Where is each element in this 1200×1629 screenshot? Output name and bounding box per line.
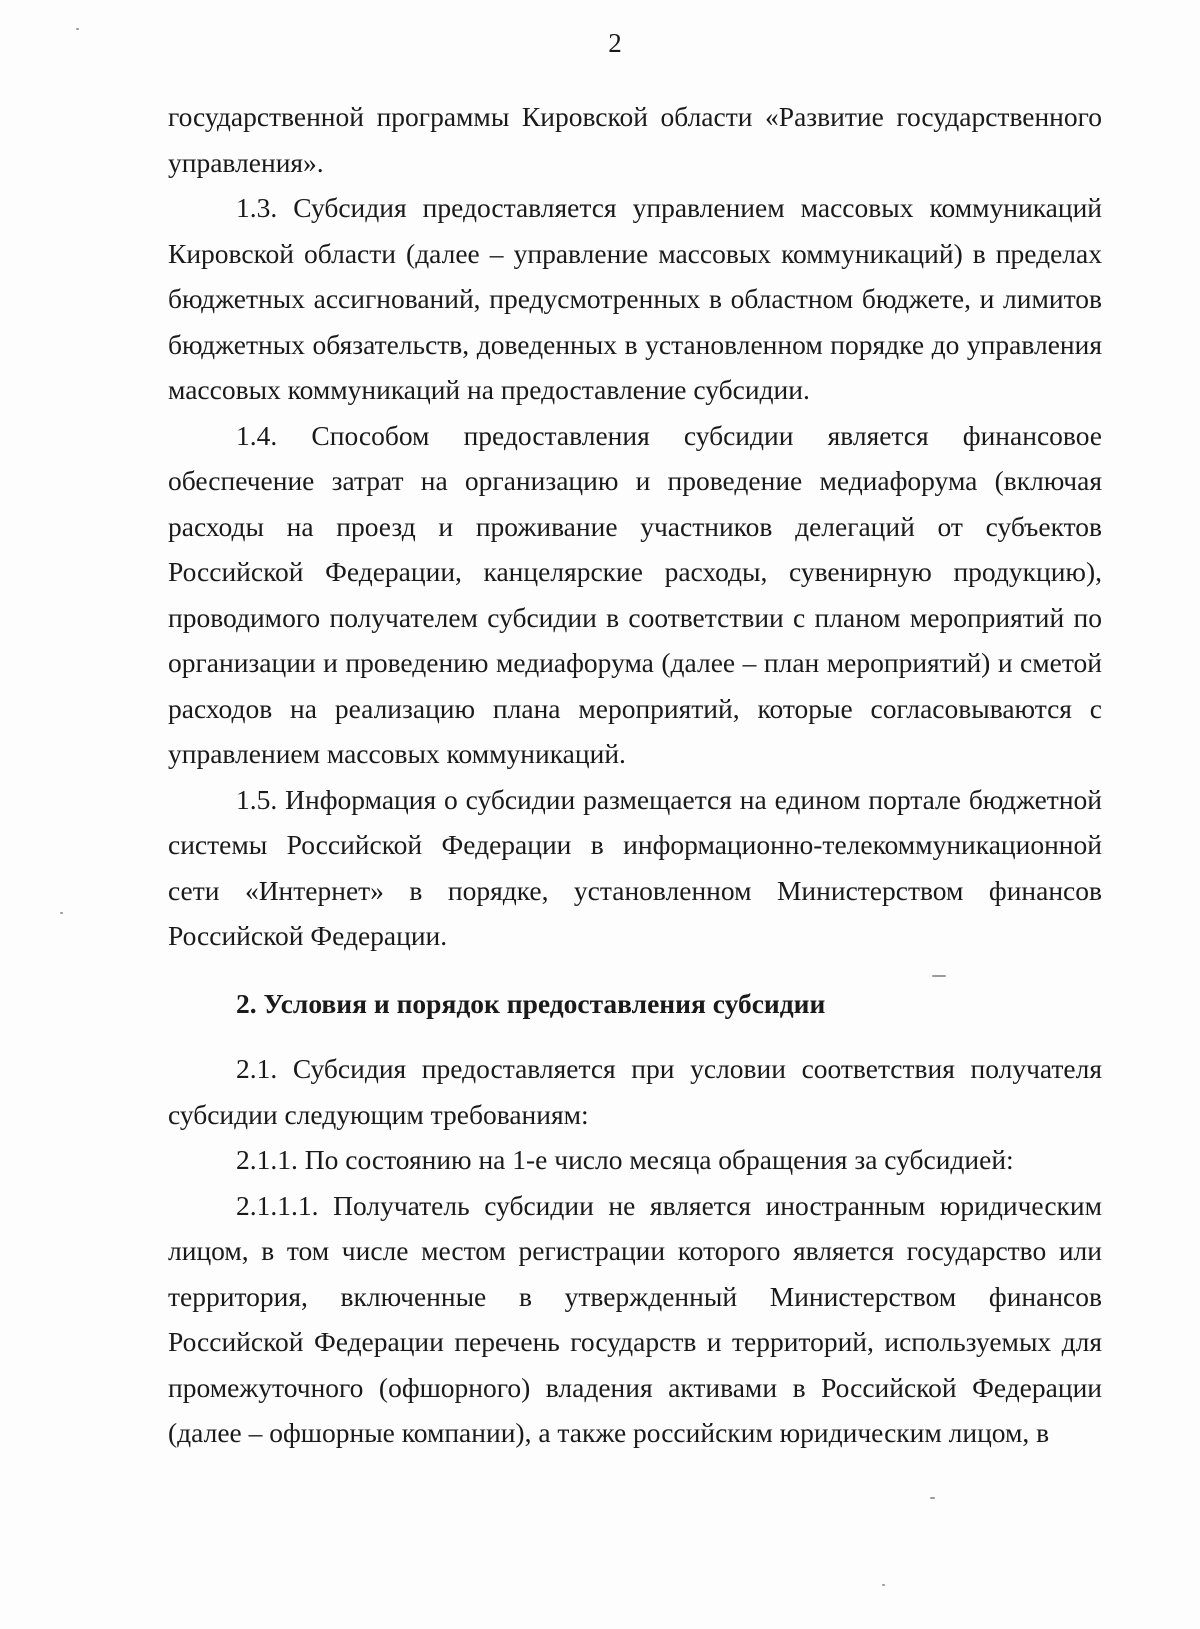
document-body: [168, 94, 1102, 1456]
paragraph-1-4: 1.4. Способом предоставления субсидии является финансовое обеспечение затрат на организацию и проведение медиафорума (включая расходы на проезд и проживание участников делегаций от субъектов Российской Федерации, канцелярские расходы, сувенирную продукцию), проводимого получателем субсидии в соответствии с планом мероприятий по организации и проведению медиафорума (далее – план мероприятий) и сметой расходов на реализацию плана мероприятий, которые согласовываются с управлением массовых коммуникаций.: [168, 419, 1102, 769]
section-heading: 2. Условия и порядок предоставления субсидии: [236, 987, 826, 1019]
paragraph-2-1-1: 2.1.1. По состоянию на 1-е число месяца обращения за субсидией:: [236, 1144, 1014, 1175]
paragraph-2-1-1-1: 2.1.1.1. Получатель субсидии не является иностранным юридическим лицом, в том числе местом регистрации которого является государство или территория, включенные в утвержденный Министерством финансов Российской Федерации перечень государств и территорий, используемых для промежуточного (офшорного) владения активами в Российской Федерации (далее – офшорные компании), а также российским юридическим лицом, в: [168, 1189, 1102, 1448]
scan-speck: [76, 28, 79, 30]
paragraph-1-3: 1.3. Субсидия предоставляется управлением массовых коммуникаций Кировской области (далее – управление массовых коммуникаций) в пределах бюджетных ассигнований, предусмотренных в областном бюджете, и лимитов бюджетных обязательств, доведенных в установленном порядке до управления массовых коммуникаций на предоставление субсидии.: [168, 192, 1102, 405]
scan-speck: [60, 912, 63, 914]
scan-speck: [932, 975, 946, 977]
scan-speck: [882, 1584, 885, 1586]
paragraph-continuation: государственной программы Кировской области «Развитие государственного управления».: [168, 101, 1102, 178]
page-number: 2: [608, 28, 622, 58]
paragraph-1-5: 1.5. Информация о субсидии размещается на едином портале бюджетной системы Российской Федерации в информационно-телекоммуникационной сети «Интернет» в порядке, установленном Министерством финансов Российской Федерации.: [168, 783, 1102, 951]
scan-speck: [930, 1497, 935, 1499]
paragraph-2-1: 2.1. Субсидия предоставляется при условии соответствия получателя субсидии следующим требованиям:: [168, 1053, 1102, 1130]
